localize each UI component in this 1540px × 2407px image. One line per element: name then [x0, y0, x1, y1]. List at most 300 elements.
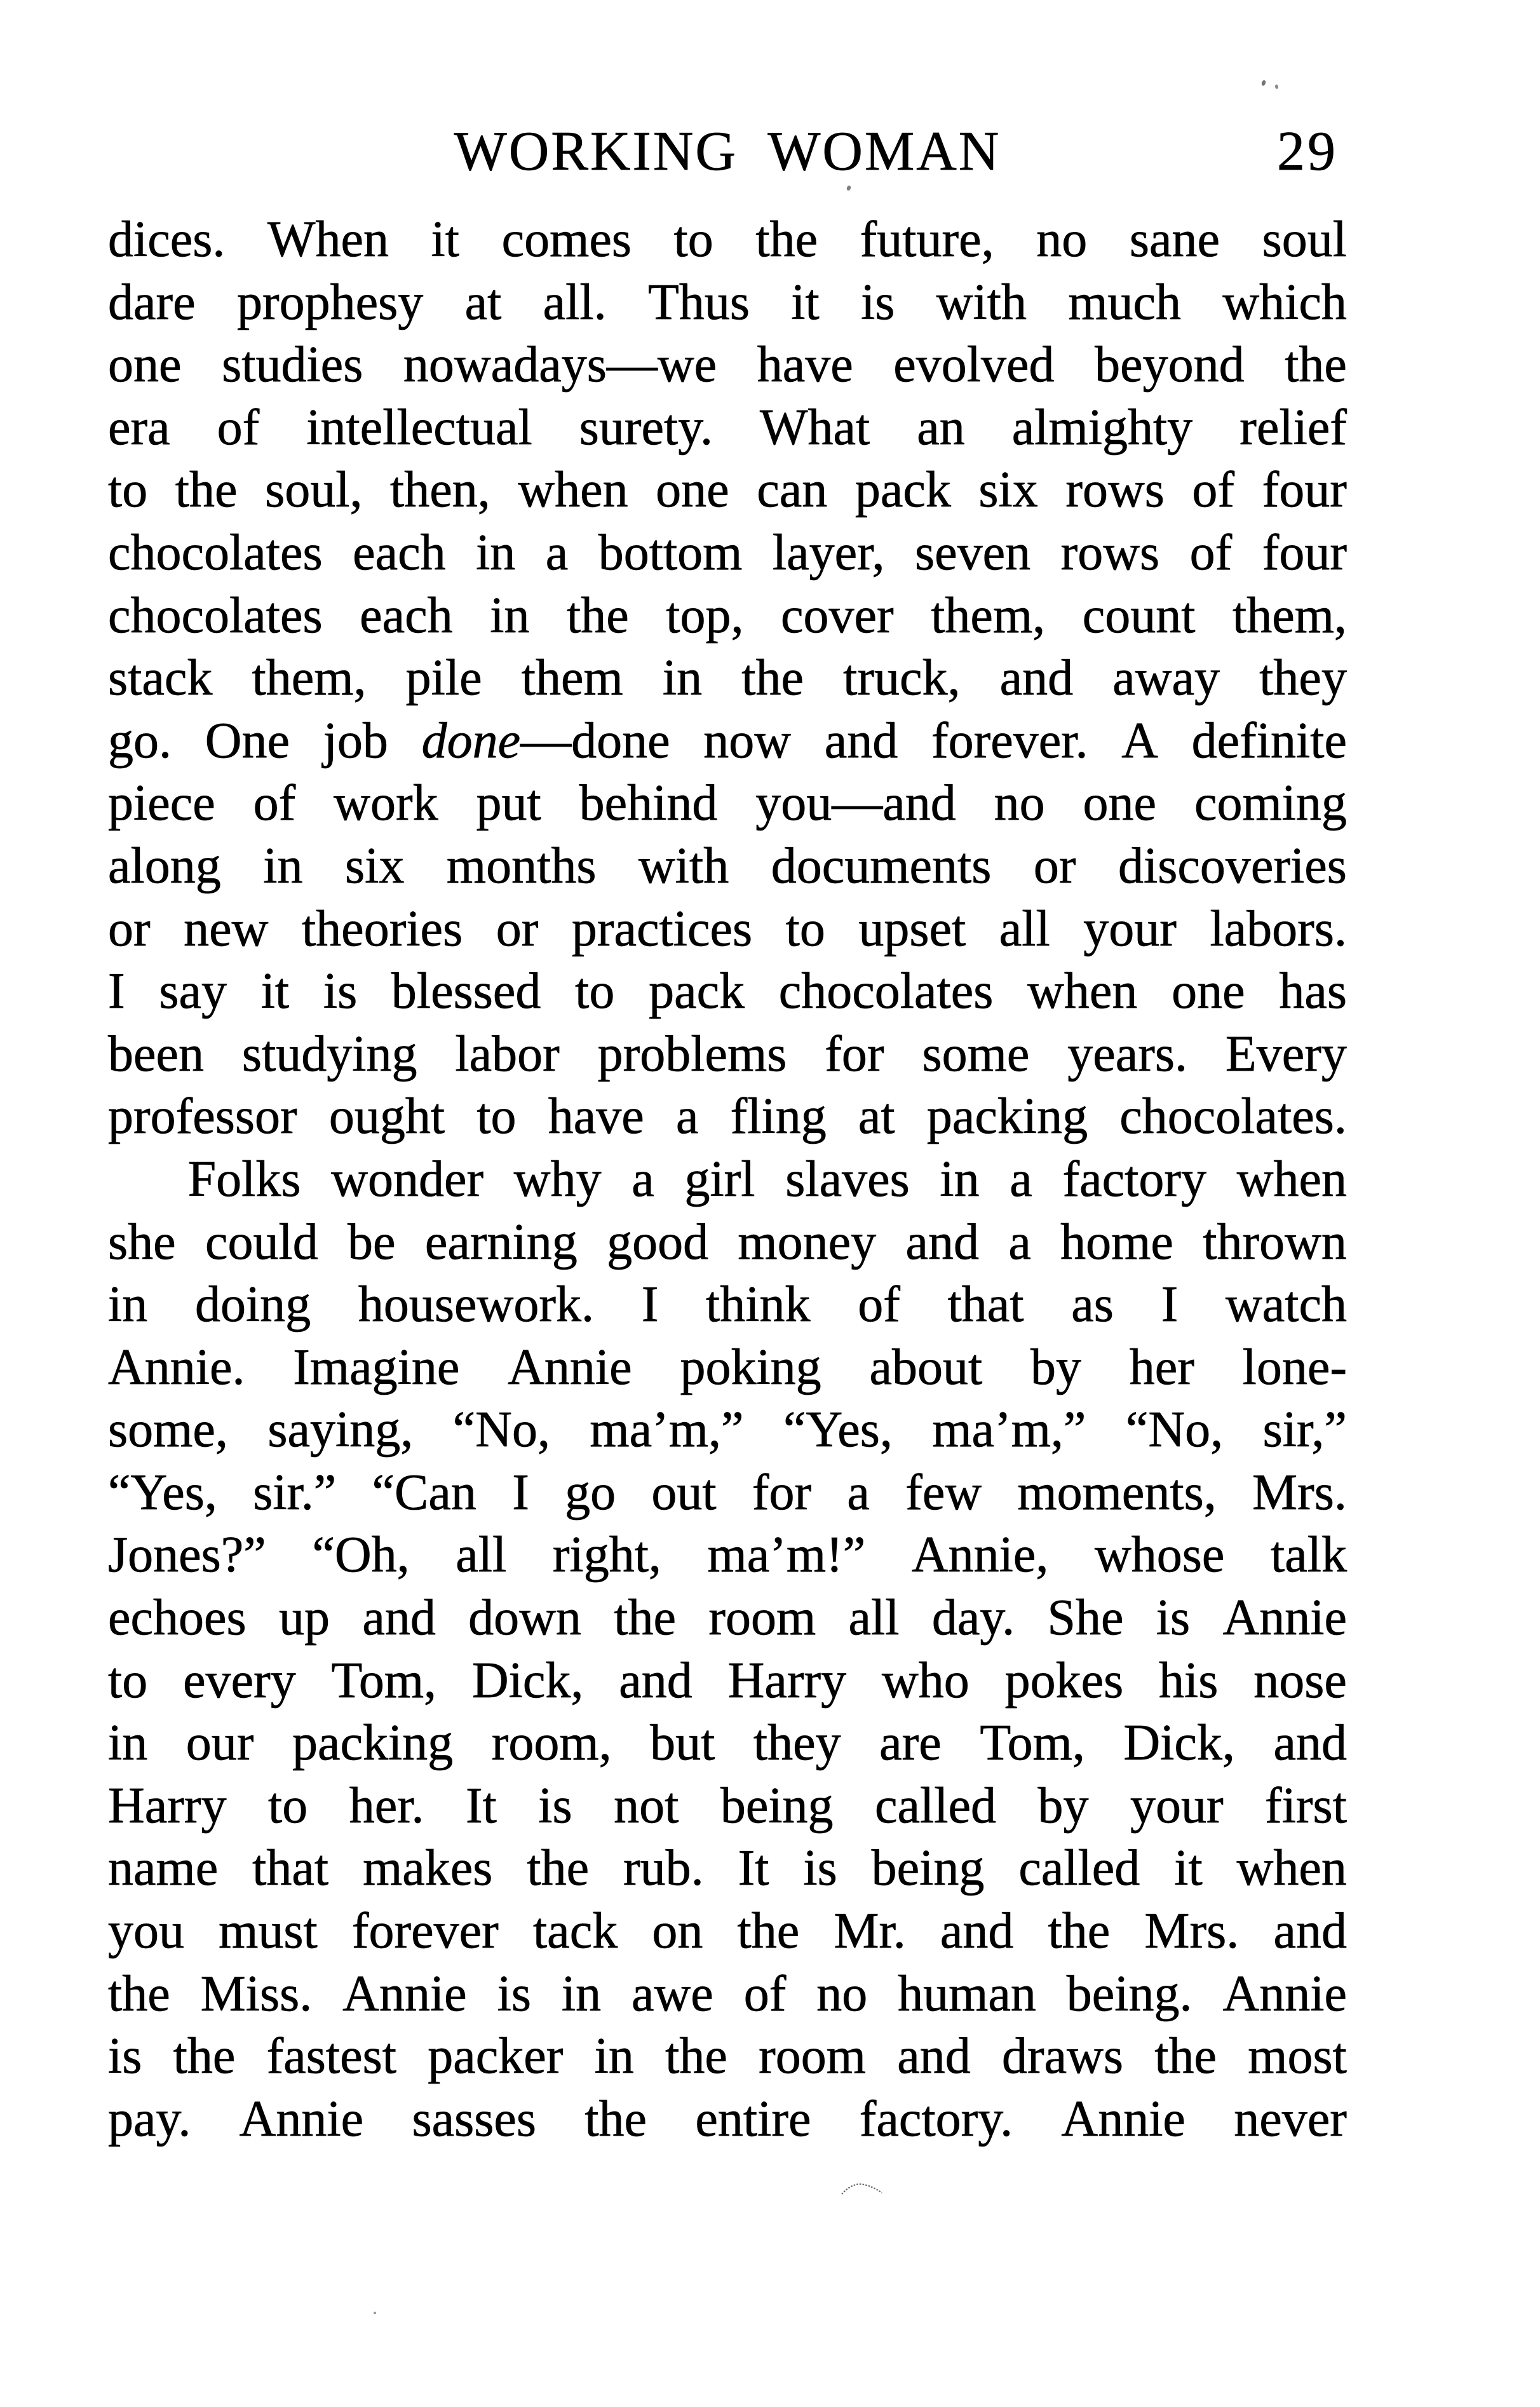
word: dare — [108, 274, 196, 330]
word: as — [1071, 1277, 1114, 1333]
word: called — [875, 1777, 996, 1834]
word: to — [575, 963, 615, 1020]
text-block — [108, 208, 1347, 2150]
word: now — [703, 712, 792, 769]
word: talk — [1270, 1527, 1347, 1583]
word: packing — [926, 1088, 1088, 1145]
word: sir,” — [1262, 1402, 1347, 1458]
word: has — [1279, 963, 1347, 1020]
word: and — [619, 1652, 692, 1709]
word: chocolates — [778, 963, 994, 1020]
word: with — [936, 274, 1027, 330]
word: a — [545, 524, 569, 581]
word: all — [456, 1527, 507, 1583]
word: all — [999, 900, 1050, 957]
word: your — [1130, 1777, 1224, 1834]
word: ought — [328, 1088, 445, 1145]
word: Annie — [1222, 1590, 1347, 1646]
word: in — [108, 1715, 148, 1772]
word: one — [108, 337, 182, 393]
word: comes — [501, 212, 632, 268]
word: Imagine — [293, 1339, 460, 1395]
word: chocolates — [108, 524, 323, 581]
word: one — [1172, 963, 1245, 1020]
word: are — [879, 1715, 942, 1772]
word: job — [323, 712, 388, 769]
word: one — [1083, 775, 1157, 832]
word: years. — [1067, 1026, 1188, 1082]
word: Folks — [187, 1151, 301, 1207]
word: they — [753, 1715, 841, 1772]
word: our — [186, 1715, 254, 1772]
scan-speck — [374, 2312, 376, 2314]
text-line — [108, 1211, 1347, 1274]
word: rub. — [623, 1840, 704, 1897]
word: that — [252, 1840, 329, 1897]
word: the — [665, 2028, 727, 2085]
word: ma’m!” — [707, 1527, 866, 1583]
word: the — [566, 587, 629, 644]
word: it — [791, 274, 820, 330]
word: pokes — [1004, 1652, 1124, 1709]
word: bottom — [598, 524, 743, 581]
scan-speck — [846, 185, 852, 191]
word: “No, — [452, 1402, 550, 1458]
text-line — [108, 1963, 1347, 2026]
word: then, — [390, 462, 490, 519]
word: forever. — [931, 712, 1088, 769]
word: factory — [1062, 1151, 1207, 1207]
word: labors. — [1210, 900, 1347, 957]
word: which — [1222, 274, 1347, 330]
word: wonder — [331, 1151, 484, 1207]
word: no — [1036, 212, 1088, 268]
word: intellectual — [306, 399, 532, 456]
word: to — [108, 462, 148, 519]
word: whose — [1094, 1527, 1225, 1583]
running-head-title: WORKING WOMAN — [454, 121, 1001, 182]
word: out — [651, 1464, 717, 1521]
word: to — [108, 1652, 148, 1709]
word: you—and — [755, 775, 956, 832]
word: the — [737, 1903, 800, 1960]
text-line — [108, 1023, 1347, 1086]
word: to — [476, 1088, 517, 1145]
word: top, — [666, 587, 744, 644]
word: the — [108, 1965, 170, 2022]
word: right, — [552, 1527, 661, 1583]
word: of — [1189, 524, 1233, 581]
word: could — [205, 1214, 318, 1270]
word: packing — [292, 1715, 454, 1772]
page-header — [108, 118, 1347, 188]
word: you — [108, 1903, 184, 1960]
word: What — [760, 399, 870, 456]
scan-speck — [1261, 79, 1266, 86]
word: all. — [543, 274, 607, 330]
word: saying, — [267, 1402, 414, 1458]
word: is — [108, 2028, 142, 2085]
word: It — [465, 1777, 497, 1834]
word: in — [561, 1965, 602, 2022]
word: of — [253, 775, 296, 832]
word: cover — [781, 587, 894, 644]
word: sane — [1129, 212, 1220, 268]
word: is — [497, 1965, 531, 2022]
word: or — [496, 900, 539, 957]
word: blessed — [391, 963, 541, 1020]
word: Annie, — [911, 1527, 1049, 1583]
text-line — [108, 647, 1347, 710]
word: moments, — [1017, 1464, 1217, 1521]
word: go — [565, 1464, 616, 1521]
word: Dick, — [471, 1652, 584, 1709]
word: most — [1248, 2028, 1347, 2085]
word: called — [1018, 1840, 1140, 1897]
word: and — [1273, 1903, 1347, 1960]
word: to — [673, 212, 713, 268]
word: is — [803, 1840, 837, 1897]
word: and — [897, 2028, 971, 2085]
word: be — [348, 1214, 396, 1270]
word: it — [260, 963, 290, 1020]
word: echoes — [108, 1590, 247, 1646]
word: When — [267, 212, 389, 268]
word: draws — [1002, 2028, 1124, 2085]
word: thrown — [1203, 1214, 1347, 1270]
word: “Yes, — [783, 1402, 893, 1458]
word: Mrs. — [1144, 1903, 1239, 1960]
word: have — [548, 1088, 644, 1145]
word: the — [1048, 1903, 1111, 1960]
word: but — [650, 1715, 715, 1772]
word: by — [1037, 1777, 1089, 1834]
word: new — [184, 900, 269, 957]
word: them — [521, 650, 623, 707]
word: good — [607, 1214, 709, 1270]
word: practices — [571, 900, 753, 957]
word: is — [323, 963, 358, 1020]
word: room, — [491, 1715, 612, 1772]
text-line — [108, 772, 1347, 835]
word: in — [476, 524, 516, 581]
text-line — [108, 1461, 1347, 1524]
word: the — [175, 462, 238, 519]
word: think — [706, 1277, 811, 1333]
word: when — [1027, 963, 1138, 1020]
word: rows — [1060, 524, 1160, 581]
word: room — [759, 2028, 866, 2085]
word: rows — [1065, 462, 1165, 519]
word: them, — [252, 650, 367, 707]
word: Annie — [342, 1965, 467, 2022]
word: nose — [1253, 1652, 1347, 1709]
word: six — [345, 837, 405, 894]
word: layer, — [772, 524, 885, 581]
word: an — [917, 399, 965, 456]
word: seven — [915, 524, 1031, 581]
smudge-mark — [840, 2180, 886, 2197]
text-line — [108, 1524, 1347, 1587]
word: in — [940, 1151, 980, 1207]
word: Mr. — [834, 1903, 906, 1960]
word: relief — [1239, 399, 1347, 456]
word: One — [205, 712, 290, 769]
word: a — [847, 1464, 870, 1521]
word: and — [940, 1903, 1014, 1960]
word: and — [824, 712, 898, 769]
word: evolved — [893, 337, 1055, 393]
word: say — [159, 963, 227, 1020]
word: down — [468, 1590, 581, 1646]
word: the — [1154, 2028, 1217, 2085]
text-line — [108, 960, 1347, 1023]
word: forever — [351, 1903, 499, 1960]
word: housework. — [358, 1277, 594, 1333]
text-line — [108, 585, 1347, 648]
word: surety. — [579, 399, 713, 456]
word: them, — [931, 587, 1046, 644]
word: each — [353, 524, 446, 581]
word: of — [217, 399, 260, 456]
word: have — [757, 337, 853, 393]
word: name — [108, 1840, 219, 1897]
word: “Can — [372, 1464, 476, 1521]
word: the — [527, 1840, 590, 1897]
word: discoveries — [1118, 837, 1347, 894]
text-line — [108, 1587, 1347, 1650]
word: to — [268, 1777, 308, 1834]
text-line — [108, 2025, 1347, 2088]
word: no — [816, 1965, 868, 2022]
word: for — [825, 1026, 884, 1082]
word: is — [861, 274, 895, 330]
word: soul, — [265, 462, 363, 519]
word: lone- — [1242, 1339, 1347, 1395]
word: future, — [860, 212, 994, 268]
word: few — [905, 1464, 982, 1521]
word: the — [173, 2028, 236, 2085]
word: awe — [632, 1965, 713, 2022]
page-number: 29 — [1277, 121, 1338, 182]
text-line — [108, 1712, 1347, 1775]
text-line — [108, 1336, 1347, 1399]
word: Thus — [647, 274, 750, 330]
word: money — [738, 1214, 877, 1270]
word: home — [1060, 1214, 1173, 1270]
paragraph-indent — [108, 1148, 158, 1211]
word: the — [584, 2091, 647, 2147]
text-line — [108, 1900, 1347, 1963]
text-line — [108, 1148, 1347, 1211]
word: for — [752, 1464, 812, 1521]
word: about — [869, 1339, 983, 1395]
word: at — [464, 274, 502, 330]
word: Tom, — [980, 1715, 1085, 1772]
word: and — [362, 1590, 436, 1646]
word: to — [785, 900, 825, 957]
word: earning — [424, 1214, 578, 1270]
word: them, — [1232, 587, 1347, 644]
word: why — [513, 1151, 602, 1207]
word: Annie — [239, 2091, 364, 2147]
word: definite — [1191, 712, 1347, 769]
word: a — [632, 1151, 654, 1207]
word: “No, — [1125, 1402, 1224, 1458]
text-line — [108, 835, 1347, 898]
word: one — [656, 462, 729, 519]
word: go. — [108, 712, 172, 769]
word: “Yes, — [108, 1464, 217, 1521]
word: along — [108, 837, 221, 894]
word: not — [614, 1777, 679, 1834]
word: six — [978, 462, 1038, 519]
word: who — [881, 1652, 969, 1709]
text-line — [108, 334, 1347, 397]
word: and — [999, 650, 1074, 707]
word: put — [476, 775, 541, 832]
word: dices. — [108, 212, 226, 268]
word: truck, — [843, 650, 961, 707]
word: the — [755, 212, 818, 268]
word: chocolates — [108, 587, 323, 644]
word: that — [947, 1277, 1024, 1333]
word: count — [1082, 587, 1196, 644]
text-line — [108, 522, 1347, 585]
word: She — [1047, 1590, 1124, 1646]
text-line — [108, 1273, 1347, 1336]
word: slaves — [785, 1151, 910, 1207]
word: or — [108, 900, 151, 957]
text-line — [108, 1837, 1347, 1900]
word: “Oh, — [312, 1527, 410, 1583]
word: labor — [455, 1026, 560, 1082]
word: each — [360, 587, 453, 644]
word: pack — [854, 462, 951, 519]
word: Annie. — [108, 1339, 245, 1395]
word: coming — [1194, 775, 1347, 832]
word: every — [183, 1652, 296, 1709]
word: with — [638, 837, 729, 894]
word: era — [108, 399, 170, 456]
word: Annie — [1222, 1965, 1347, 2022]
word: It — [738, 1840, 769, 1897]
word: she — [108, 1214, 176, 1270]
word: Jones?” — [108, 1527, 266, 1583]
word: A — [1121, 712, 1158, 769]
word: Mrs. — [1252, 1464, 1347, 1521]
text-line — [108, 459, 1347, 522]
word: professor — [108, 1088, 297, 1145]
word: I — [108, 963, 125, 1020]
word: theories — [301, 900, 463, 957]
word: nowadays—we — [403, 337, 717, 393]
word: when — [1236, 1151, 1347, 1207]
word: Dick, — [1123, 1715, 1235, 1772]
word: work — [334, 775, 438, 832]
word: can — [757, 462, 828, 519]
word: of — [858, 1277, 900, 1333]
scan-speck — [1274, 85, 1278, 90]
word: must — [219, 1903, 318, 1960]
word: or — [1033, 837, 1076, 894]
word: and — [1273, 1715, 1347, 1772]
word: almighty — [1011, 399, 1193, 456]
word: when — [518, 462, 628, 519]
word: when — [1236, 1840, 1347, 1897]
word: no — [994, 775, 1045, 832]
word: the — [741, 650, 804, 707]
word: documents — [771, 837, 992, 894]
word: and — [905, 1214, 979, 1270]
word: day. — [931, 1590, 1015, 1646]
word: behind — [579, 775, 718, 832]
text-line — [108, 710, 1347, 773]
word: months — [446, 837, 597, 894]
text-line — [108, 1775, 1347, 1838]
word: pack — [649, 963, 745, 1020]
word: in — [662, 650, 703, 707]
word: factory. — [859, 2091, 1013, 2147]
word: Tom, — [331, 1652, 437, 1709]
text-line — [108, 397, 1347, 459]
text-line — [108, 898, 1347, 961]
word: chocolates. — [1119, 1088, 1347, 1145]
word: some — [922, 1026, 1030, 1082]
word: pile — [405, 650, 482, 707]
word: sir.” — [253, 1464, 337, 1521]
word: Harry — [727, 1652, 847, 1709]
word: of — [1192, 462, 1235, 519]
word: studies — [222, 337, 363, 393]
word: I — [1161, 1277, 1179, 1333]
word: I — [512, 1464, 529, 1521]
text-line — [108, 2088, 1347, 2151]
word: is — [1156, 1590, 1191, 1646]
word: fling — [730, 1088, 827, 1145]
word: in — [263, 837, 303, 894]
word: makes — [363, 1840, 493, 1897]
word: tack — [532, 1903, 618, 1960]
word: watch — [1225, 1277, 1347, 1333]
word: sasses — [412, 2091, 536, 2147]
word: poking — [680, 1339, 821, 1395]
word: at — [858, 1088, 895, 1145]
word: Harry — [108, 1777, 227, 1834]
word: pay. — [108, 2091, 191, 2147]
word: being — [720, 1777, 834, 1834]
word: of — [743, 1965, 787, 2022]
word: his — [1159, 1652, 1219, 1709]
text-line — [108, 271, 1347, 334]
word: soul — [1262, 212, 1347, 268]
word: problems — [597, 1026, 787, 1082]
word: Miss. — [200, 1965, 313, 2022]
word: beyond — [1095, 337, 1245, 393]
text-line — [108, 1399, 1347, 1461]
word: done—done — [421, 712, 670, 769]
word: in — [594, 2028, 634, 2085]
word: away — [1112, 650, 1220, 707]
word: her. — [349, 1777, 424, 1834]
word: the — [614, 1590, 676, 1646]
text-line — [108, 208, 1347, 271]
word: a — [1010, 1151, 1032, 1207]
word: a — [675, 1088, 699, 1145]
word: Annie — [1061, 2091, 1185, 2147]
word: human — [898, 1965, 1036, 2022]
word: first — [1265, 1777, 1347, 1834]
